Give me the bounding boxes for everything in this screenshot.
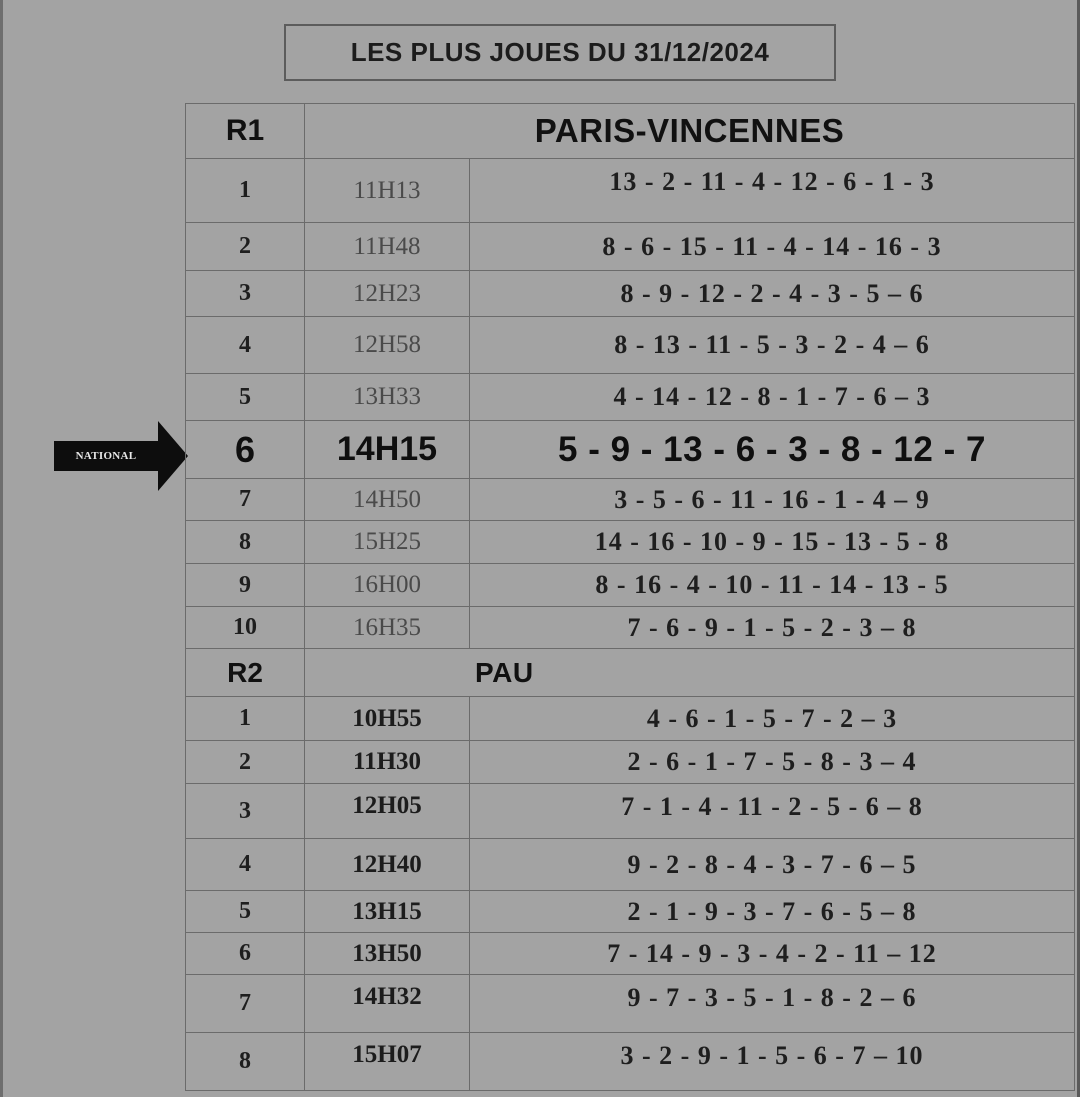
race-time: 11H48: [305, 223, 470, 271]
race-number: 3: [186, 271, 305, 317]
race-time: 16H00: [305, 564, 470, 607]
table-row: [186, 839, 1075, 891]
race-number: 4: [186, 839, 305, 891]
table-row: [186, 891, 1075, 933]
race-time: 16H35: [305, 607, 470, 649]
race-table: [185, 103, 1075, 1091]
race-time: 12H58: [305, 317, 470, 374]
race-combination: 3 - 2 - 9 - 1 - 5 - 6 - 7 – 10: [470, 1033, 1075, 1091]
race-time: 14H50: [305, 479, 470, 521]
race-number: 6: [186, 933, 305, 975]
race-combination: 13 - 2 - 11 - 4 - 12 - 6 - 1 - 3: [470, 159, 1075, 223]
race-number: 5: [186, 891, 305, 933]
race-combination: 7 - 6 - 9 - 1 - 5 - 2 - 3 – 8: [470, 607, 1075, 649]
left-frame-edge: [0, 0, 3, 1097]
race-combination: 8 - 6 - 15 - 11 - 4 - 14 - 16 - 3: [470, 223, 1075, 271]
race-number: 5: [186, 374, 305, 421]
table-row: [186, 317, 1075, 374]
race-number: 9: [186, 564, 305, 607]
section-header-r1: [186, 104, 1075, 159]
race-time: 14H32: [305, 975, 470, 1033]
table-row: [186, 479, 1075, 521]
table-row: [186, 271, 1075, 317]
national-pointer: [54, 421, 188, 491]
race-combination: 3 - 5 - 6 - 11 - 16 - 1 - 4 – 9: [470, 479, 1075, 521]
race-number: 2: [186, 223, 305, 271]
race-number: 8: [186, 1033, 305, 1091]
race-time: 13H50: [305, 933, 470, 975]
race-combination: 8 - 16 - 4 - 10 - 11 - 14 - 13 - 5: [470, 564, 1075, 607]
table-row: [186, 223, 1075, 271]
race-combination: 7 - 1 - 4 - 11 - 2 - 5 - 6 – 8: [470, 784, 1075, 839]
race-time: 13H33: [305, 374, 470, 421]
table-row: [186, 1033, 1075, 1091]
table-row: [186, 933, 1075, 975]
race-time: 13H15: [305, 891, 470, 933]
race-combination: 4 - 6 - 1 - 5 - 7 - 2 – 3: [470, 697, 1075, 741]
race-time: 12H40: [305, 839, 470, 891]
race-number: 3: [186, 784, 305, 839]
table-row-highlighted: [186, 421, 1075, 479]
table-row: [186, 607, 1075, 649]
race-combination: 5 - 9 - 13 - 6 - 3 - 8 - 12 - 7: [470, 421, 1075, 479]
race-time: 10H55: [305, 697, 470, 741]
race-time: 12H23: [305, 271, 470, 317]
table-row: [186, 975, 1075, 1033]
race-number: 7: [186, 975, 305, 1033]
race-combination: 9 - 7 - 3 - 5 - 1 - 8 - 2 – 6: [470, 975, 1075, 1033]
race-time: 15H25: [305, 521, 470, 564]
race-time: 11H30: [305, 741, 470, 784]
race-time: 12H05: [305, 784, 470, 839]
race-combination: 4 - 14 - 12 - 8 - 1 - 7 - 6 – 3: [470, 374, 1075, 421]
race-combination: 9 - 2 - 8 - 4 - 3 - 7 - 6 – 5: [470, 839, 1075, 891]
race-combination: 8 - 9 - 12 - 2 - 4 - 3 - 5 – 6: [470, 271, 1075, 317]
section-id: R2: [186, 649, 305, 697]
race-time: 14H15: [305, 421, 470, 479]
section-id: R1: [186, 104, 305, 159]
table-row: [186, 784, 1075, 839]
race-combination: 2 - 6 - 1 - 7 - 5 - 8 - 3 – 4: [470, 741, 1075, 784]
race-number: 8: [186, 521, 305, 564]
race-combination: 14 - 16 - 10 - 9 - 15 - 13 - 5 - 8: [470, 521, 1075, 564]
race-number: 2: [186, 741, 305, 784]
table-row: [186, 741, 1075, 784]
pointer-label: NATIONAL: [75, 450, 137, 462]
table-row: [186, 697, 1075, 741]
race-combination: 2 - 1 - 9 - 3 - 7 - 6 - 5 – 8: [470, 891, 1075, 933]
section-header-r2: [186, 649, 1075, 697]
page-title: LES PLUS JOUES DU 31/12/2024: [284, 24, 836, 81]
race-time: 15H07: [305, 1033, 470, 1091]
race-time: 11H13: [305, 159, 470, 223]
race-number: 4: [186, 317, 305, 374]
race-combination: 8 - 13 - 11 - 5 - 3 - 2 - 4 – 6: [470, 317, 1075, 374]
table-row: [186, 374, 1075, 421]
race-number: 10: [186, 607, 305, 649]
race-number: 7: [186, 479, 305, 521]
race-combination: 7 - 14 - 9 - 3 - 4 - 2 - 11 – 12: [470, 933, 1075, 975]
race-number: 1: [186, 697, 305, 741]
table-row: [186, 564, 1075, 607]
table-row: [186, 521, 1075, 564]
table-row: [186, 159, 1075, 223]
race-number: 1: [186, 159, 305, 223]
section-name: PARIS-VINCENNES: [305, 104, 1075, 159]
race-number: 6: [186, 421, 305, 479]
section-name: PAU: [305, 649, 1075, 697]
